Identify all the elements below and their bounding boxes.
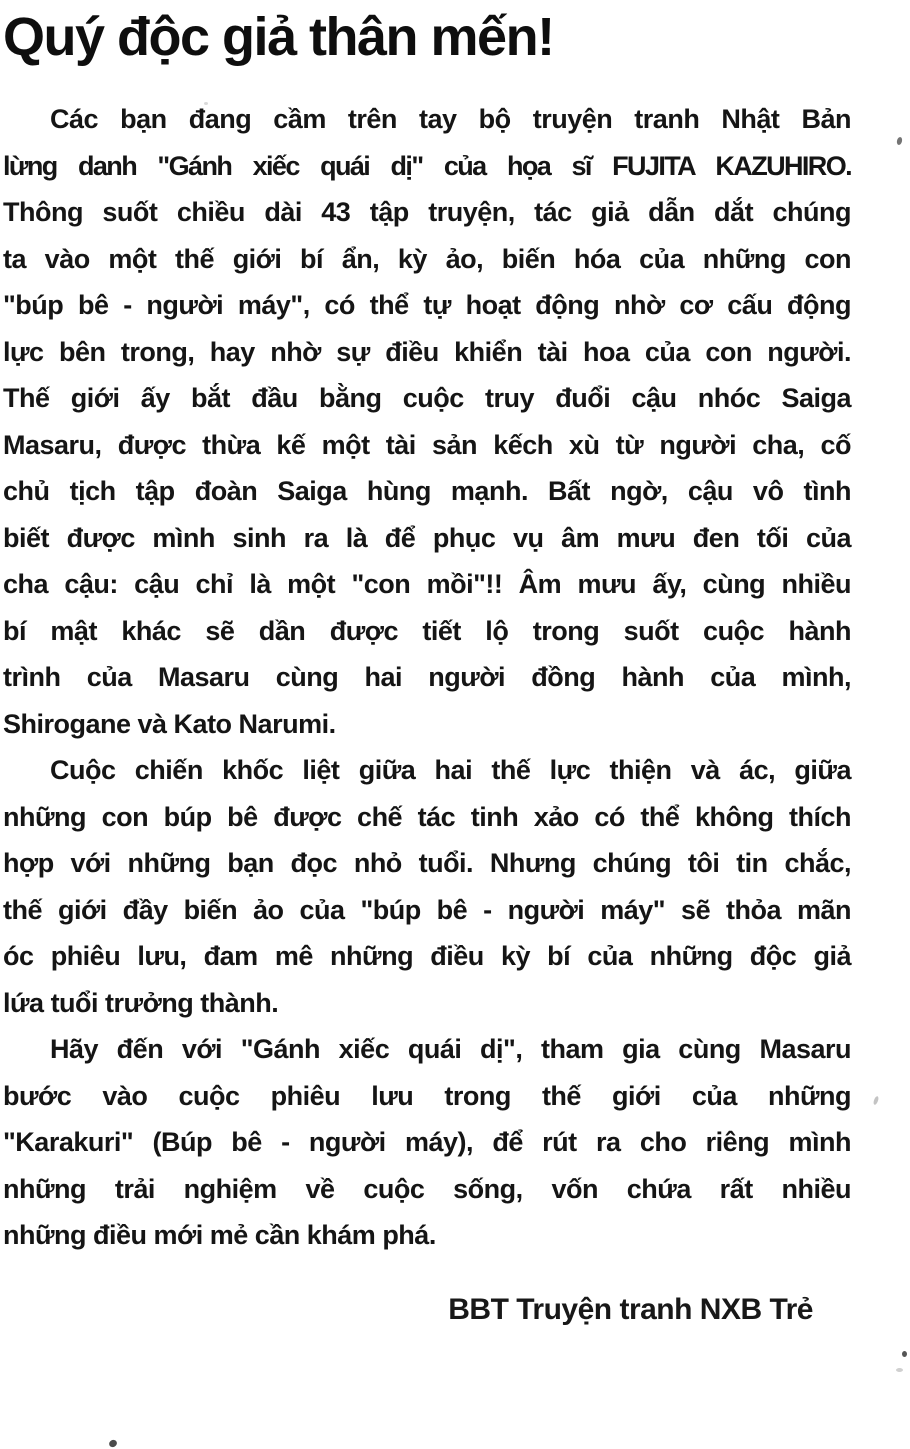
text-line: bí mật khác sẽ dần được tiết lộ trong suốt cuộc hành — [3, 615, 851, 646]
text-line: Shirogane và Kato Narumi. — [3, 708, 336, 739]
text-line: Các bạn đang cầm trên tay bộ truyện tranh Nhật Bản — [50, 104, 851, 134]
letter-body — [3, 96, 851, 1259]
text-line: lứa tuổi trưởng thành. — [3, 987, 279, 1018]
scan-speck — [896, 136, 903, 145]
paragraph — [3, 96, 851, 747]
signature-line: BBT Truyện tranh NXB Trẻ — [448, 1292, 813, 1326]
text-line: "Karakuri" (Búp bê - người máy), để rút ra cho riêng mình — [3, 1127, 851, 1157]
text-line: óc phiêu lưu, đam mê những điều kỳ bí của những độc giả — [3, 941, 851, 971]
page-title: Quý độc giả thân mến! — [3, 7, 554, 67]
text-line: bước vào cuộc phiêu lưu trong thế giới của những — [3, 1080, 851, 1111]
scan-speck — [902, 1351, 907, 1357]
text-line: "búp bê - người máy", có thể tự hoạt động nhờ cơ cấu động — [3, 290, 851, 320]
text-line: thế giới đầy biến ảo của "búp bê - người máy" sẽ thỏa mãn — [3, 894, 851, 925]
text-line: biết được mình sinh ra là để phục vụ âm mưu đen tối của — [3, 522, 851, 553]
text-line: Thế giới ấy bắt đầu bằng cuộc truy đuổi cậu nhóc Saiga — [3, 383, 851, 413]
scan-speck — [204, 102, 208, 105]
paragraph — [3, 747, 851, 1026]
text-line: lừng danh "Gánh xiếc quái dị" của họa sĩ FUJITA KAZUHIRO. — [3, 150, 851, 181]
paragraph — [3, 1026, 851, 1259]
book-page — [3, 6, 851, 1327]
text-line: chủ tịch tập đoàn Saiga hùng mạnh. Bất ngờ, cậu vô tình — [3, 476, 851, 506]
text-line: cha cậu: cậu chỉ là một "con mồi"!! Âm mưu ấy, cùng nhiều — [3, 569, 851, 599]
text-line: Cuộc chiến khốc liệt giữa hai thế lực thiện và ác, giữa — [50, 755, 851, 785]
scan-speck — [896, 1368, 903, 1372]
text-line: Hãy đến với "Gánh xiếc quái dị", tham gia cùng Masaru — [50, 1034, 851, 1064]
text-line: Thông suốt chiều dài 43 tập truyện, tác giả dẫn dắt chúng — [3, 197, 851, 227]
text-line: Masaru, được thừa kế một tài sản kếch xù từ người cha, cố — [3, 429, 851, 460]
text-line: những con búp bê được chế tác tinh xảo có thể không thích — [3, 801, 851, 832]
text-line: ta vào một thế giới bí ẩn, kỳ ảo, biến hóa của những con — [3, 243, 851, 274]
text-line: hợp với những bạn đọc nhỏ tuổi. Nhưng chúng tôi tin chắc, — [3, 848, 851, 878]
text-line: những điều mới mẻ cần khám phá. — [3, 1220, 436, 1250]
scan-speck — [108, 1438, 118, 1448]
text-line: những trải nghiệm về cuộc sống, vốn chứa rất nhiều — [3, 1173, 851, 1204]
scan-speck — [873, 1096, 880, 1106]
text-line: lực bên trong, hay nhờ sự điều khiển tài hoa của con người. — [3, 336, 851, 367]
text-line: trình của Masaru cùng hai người đồng hành của mình, — [3, 662, 851, 692]
